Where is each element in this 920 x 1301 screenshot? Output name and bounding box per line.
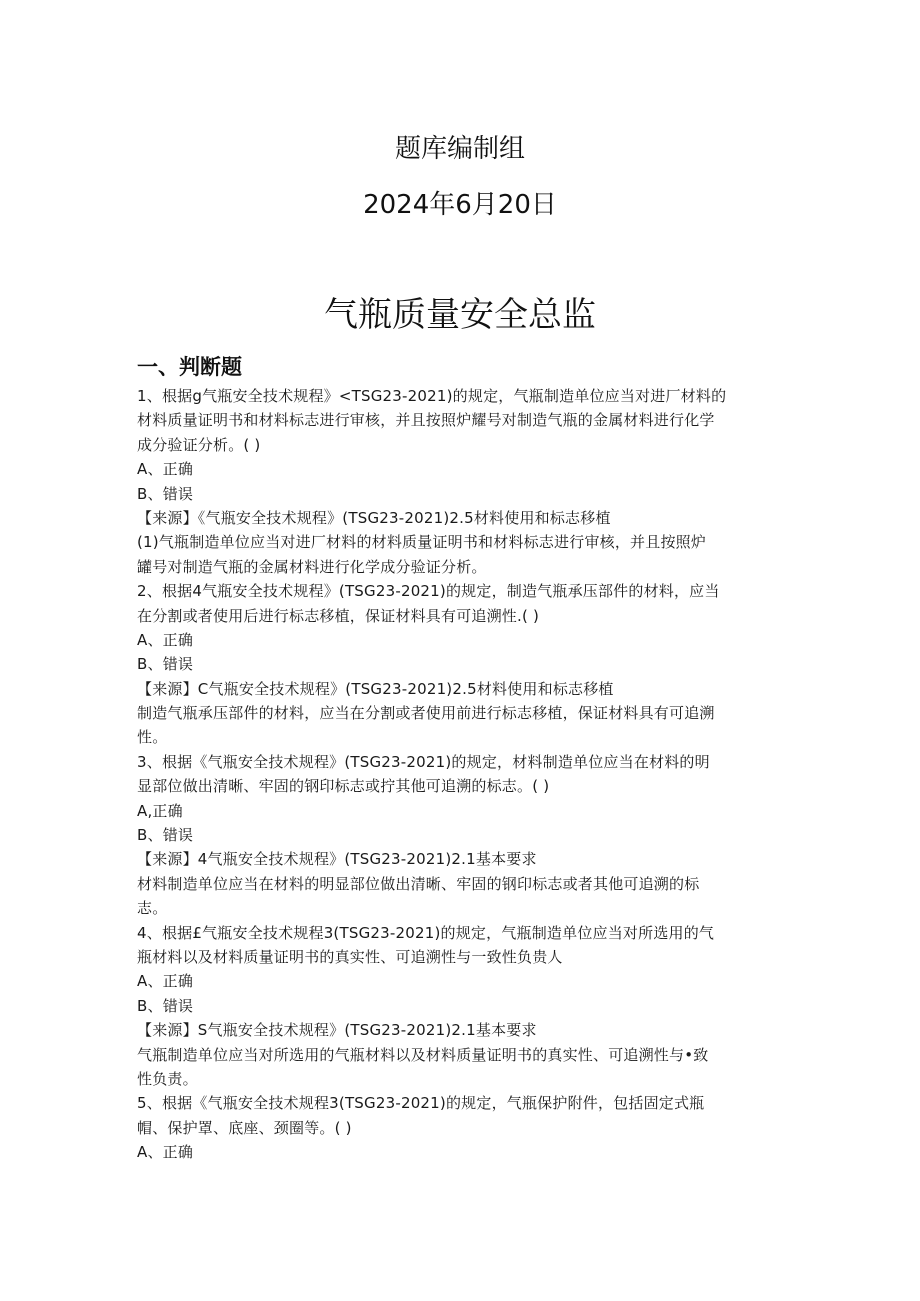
text-line: A、正确 — [137, 972, 194, 991]
text-line: 性。 — [137, 728, 168, 747]
text-line: 在分割或者使用后进行标志移植，保证材料具有可追溯性.( ) — [137, 606, 540, 625]
text-line: 瓶材料以及材料质量证明书的真实性、可追溯性与一致性负贵人 — [137, 947, 563, 966]
text-line: 【来源】4气瓶安全技术规程》(TSG23-2021)2.1基本要求 — [137, 850, 537, 869]
section-heading: 一、判断题 — [137, 355, 242, 379]
text-line: 帽、保护罩、底座、颈圈等。( ) — [137, 1118, 352, 1137]
compile-date: 2024年6月20日 — [363, 190, 557, 220]
text-line: 显部位做出清晰、牢固的钢印标志或拧其他可追溯的标志。( ) — [137, 777, 550, 796]
text-line: 5、根据《气瓶安全技术规程3(TSG23-2021)的规定，气瓶保护附件，包括固定式瓶 — [137, 1094, 705, 1113]
text-line: 【来源】C气瓶安全技术规程》(TSG23-2021)2.5材料使用和标志移植 — [137, 679, 614, 698]
text-line: 材料质量证明书和材料标志进行审核，并且按照炉耀号对制造气瓶的金属材料进行化学 — [137, 411, 715, 430]
text-line: 材料制造单位应当在材料的明显部位做出清晰、牢固的钢印标志或者其他可追溯的标 — [137, 874, 700, 893]
question-body — [137, 384, 787, 1165]
text-line: 1、根据g气瓶安全技术规程》<TSG23-2021)的规定，气瓶制造单位应当对进厂材料的 — [137, 387, 727, 405]
text-line: 2、根据4气瓶安全技术规程》(TSG23-2021)的规定，制造气瓶承压部件的材料，应当 — [137, 582, 720, 601]
text-line: B、错误 — [137, 826, 194, 845]
text-line: B、错误 — [137, 484, 194, 503]
text-line: B、错误 — [137, 655, 194, 674]
compiler-org: 题库编制组 — [394, 134, 525, 164]
text-line: 罐号对制造气瓶的金属材料进行化学成分验证分析。 — [137, 557, 487, 576]
document-title: 气瓶质量安全总监 — [324, 295, 596, 335]
text-line: A、正确 — [137, 1143, 194, 1162]
text-line: (1)气瓶制造单位应当对进厂材料的材料质量证明书和材料标志进行审核，并且按照炉 — [137, 533, 707, 552]
text-line: 志。 — [137, 899, 168, 918]
text-line: A,正确 — [137, 801, 183, 820]
text-line: 3、根据《气瓶安全技术规程》(TSG23-2021)的规定，材料制造单位应当在材料的明 — [137, 752, 710, 771]
text-line: 制造气瓶承压部件的材料，应当在分割或者使用前进行标志移植，保证材料具有可追溯 — [137, 704, 715, 723]
text-line: 【来源】《气瓶安全技术规程》(TSG23-2021)2.5材料使用和标志移植 — [137, 508, 611, 527]
text-line: 气瓶制造单位应当对所选用的气瓶材料以及材料质量证明书的真实性、可追溯性与•致 — [137, 1045, 709, 1064]
text-line: 【来源】S气瓶安全技术规程》(TSG23-2021)2.1基本要求 — [137, 1021, 537, 1040]
text-line: A、正确 — [137, 460, 194, 479]
text-line: A、正确 — [137, 630, 194, 649]
text-line: 成分验证分析。( ) — [137, 435, 261, 454]
text-line: 性负责。 — [137, 1069, 198, 1088]
text-line: B、错误 — [137, 996, 194, 1015]
text-line: 4、根据£气瓶安全技术规程3(TSG23-2021)的规定，气瓶制造单位应当对所选用的气 — [137, 923, 715, 942]
